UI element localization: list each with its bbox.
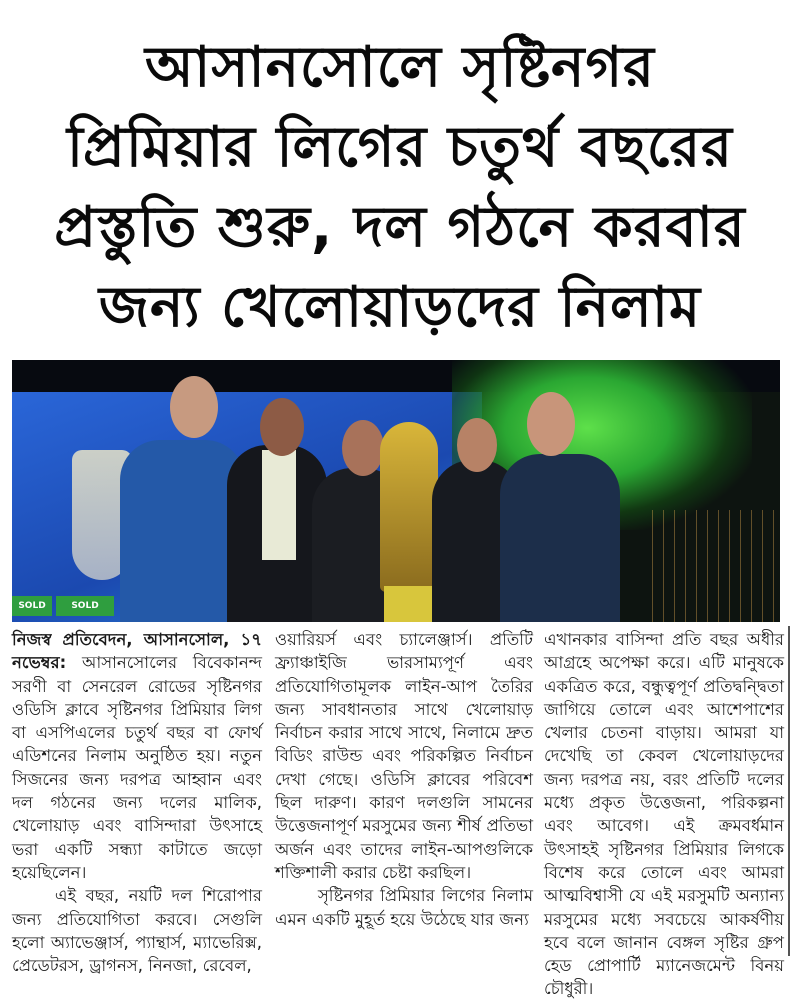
person-2-shirt	[262, 450, 296, 560]
column-2	[275, 628, 533, 931]
headline-line-3: প্রস্তুতি শুরু, দল গঠনে করবার	[54, 195, 746, 260]
dateline: নিজস্ব প্রতিবেদন, আসানসোল, ১৭ নভেম্বর:	[12, 630, 262, 673]
person-3-head	[342, 420, 384, 476]
headline-line-1: আসানসোলে সৃষ্টিনগর	[145, 35, 655, 100]
headline	[20, 28, 780, 348]
article-body	[12, 628, 784, 999]
paragraph-text: আসানসোলের বিবেকানন্দ সরণী বা সেনরেল রোডের সৃষ্টিনগর ওডিসি ক্লাবে সৃষ্টিনগর প্রিমিয়ার লিগ বা এসপিএলের চতুর্থ বছর বা ফোর্থ এডিশনের নিলাম অনুষ্ঠিত হয়। নতুন সিজনের জন্য দরপত্র আহ্বান এবং দল গঠনের জন্য দলের মালিক, খেলোয়াড় এবং বাসিন্দারা উৎসাহে ভরা একটি সন্ধ্যা কাটাতে জড়ো হয়েছিলেন।	[12, 653, 262, 882]
person-4-head	[457, 418, 497, 472]
person-5-head	[527, 392, 575, 456]
person-1-head	[170, 376, 218, 438]
column-rule	[788, 626, 790, 956]
column-3	[544, 628, 784, 1001]
paragraph: ওয়ারিয়র্স এবং চ্যালেঞ্জার্স। প্রতিটি ফ্র্যাঞ্চাইজি ভারসাম্যপূর্ণ এবং প্রতিযোগিতামূলক লাইন-আপ তৈরির জন্য সাবধানতার সাথে খেলোয়াড় নির্বাচন করার সাথে সাথে, নিলামে দ্রুত বিডিং রাউন্ড এবং পরিকল্পিত নির্বাচন দেখা গেছে। ওডিসি ক্লাবের পরিবেশ ছিল দারুণ। কারণ দলগুলি সামনের উত্তেজনাপূর্ণ মরসুমের জন্য শীর্ষ প্রতিভা অর্জন এবং তাদের লাইন-আপগুলিকে শক্তিশালী করার চেষ্টা করছিল।	[275, 630, 533, 882]
person-5	[500, 454, 620, 622]
person-2-head	[260, 398, 304, 456]
headline-line-4: জন্য খেলোয়াড়দের নিলাম	[98, 275, 702, 340]
paragraph: এখানকার বাসিন্দা প্রতি বছর অধীর আগ্রহে অপেক্ষা করে। এটি মানুষকে একত্রিত করে, বন্ধুত্বপূর্ণ প্রতিদ্বন্দ্বিতা জাগিয়ে তোলে এবং আশেপাশের খেলার চেতনা বাড়ায়। আমরা যা দেখেছি তা কেবল খেলোয়াড়দের জন্য দরপত্র নয়, বরং প্রতিটি দলের মধ্যে প্রকৃত উত্তেজনা, পরিকল্পনা এবং আবেগ। এই ক্রমবর্ধমান উৎসাহই সৃষ্টিনগর প্রিমিয়ার লিগকে বিশেষ করে তোলে এবং আমরা আত্মবিশ্বাসী যে এই মরসুমটি অন্যান্য মরসুমের মধ্যে সবচেয়ে আকর্ষণীয় হবে বলে জানান বেঙ্গল সৃষ্টির গ্রুপ হেড প্রোপার্টি ম্যানেজমেন্ট বিনয় চৌধুরী।	[544, 630, 784, 999]
headline-line-2: প্রিমিয়ার লিগের চতুর্থ বছরের	[67, 115, 733, 180]
trophy	[380, 422, 438, 592]
column-1	[12, 628, 262, 977]
paragraph: সৃষ্টিনগর প্রিমিয়ার লিগের নিলাম এমন একটি মুহূর্ত হয়ে উঠেছে যার জন্য	[275, 886, 533, 929]
sold-label: SOLD	[12, 596, 52, 616]
paragraph: এই বছর, নয়টি দল শিরোপার জন্য প্রতিযোগিতা করবে। সেগুলি হলো অ্যাভেঞ্জার্স, প্যান্থার্স, ম্যাভেরিক্স, প্রেডেটরস, ড্রাগনস, নিনজা, রেবেল,	[12, 886, 262, 976]
trophy-base	[384, 586, 436, 622]
string-lights	[642, 510, 780, 622]
paragraph	[12, 628, 262, 884]
sold-label: SOLD	[56, 596, 114, 616]
event-photo	[12, 360, 780, 622]
